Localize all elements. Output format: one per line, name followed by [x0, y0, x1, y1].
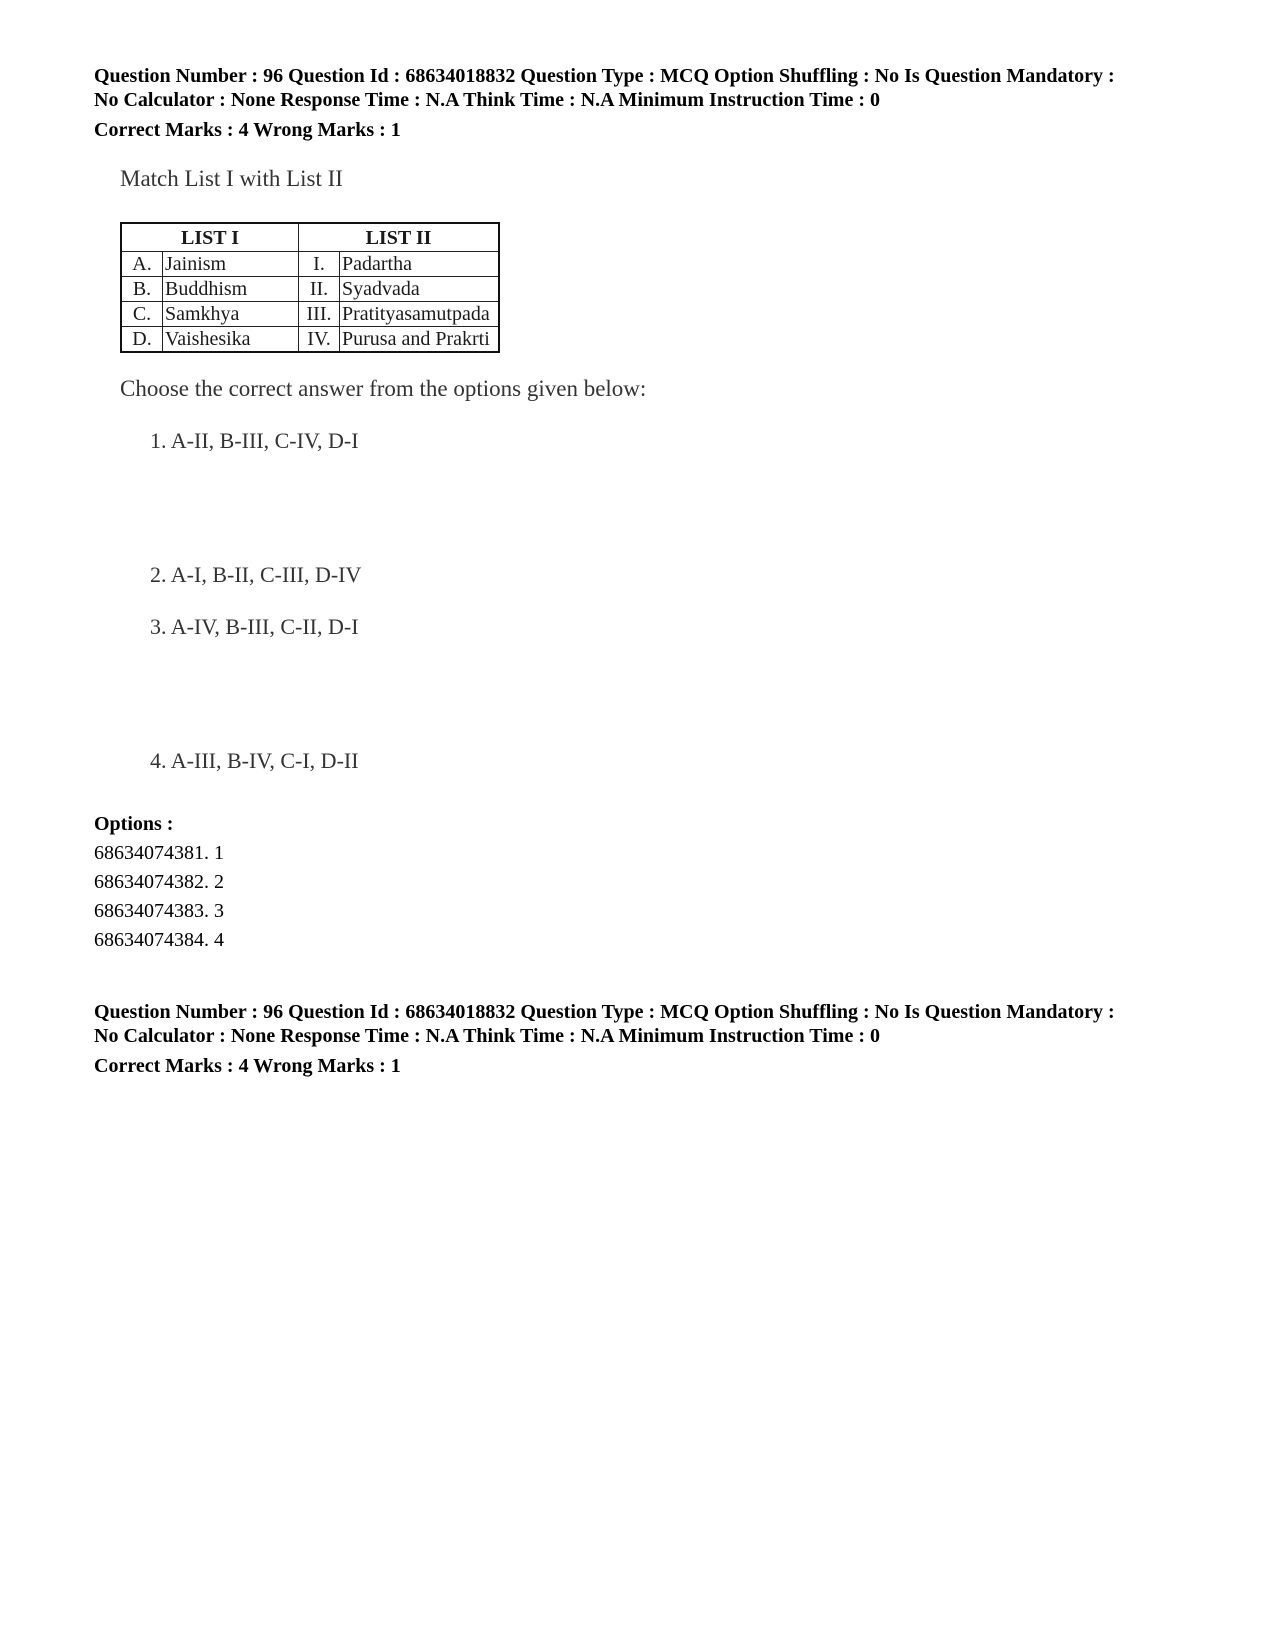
next-question-header: [94, 1000, 1214, 1078]
list-1-header: LIST I: [121, 223, 299, 252]
answer-prompt: Choose the correct answer from the options given below:: [120, 376, 647, 401]
answer-choice-4: 4. A-III, B-IV, C-I, D-II: [150, 748, 359, 773]
answer-choice-3: 3. A-IV, B-III, C-II, D-I: [150, 614, 359, 639]
list-1-key: B.: [121, 277, 163, 302]
next-header-line-2: No Calculator : None Response Time : N.A Think Time : N.A Minimum Instruction Time : 0: [94, 1025, 880, 1047]
question-instruction: Match List I with List II: [120, 166, 343, 191]
list-1-key: C.: [121, 302, 163, 327]
question-header: [94, 64, 1214, 142]
table-row: [121, 277, 499, 302]
next-header-line-1: Question Number : 96 Question Id : 68634018832 Question Type : MCQ Option Shuffling : No Is Question Mandatory :: [94, 1001, 1115, 1023]
match-table: [120, 222, 500, 353]
list-2-key: II.: [299, 277, 340, 302]
list-2-value: Syadvada: [340, 277, 500, 302]
match-table-header-row: [121, 223, 499, 252]
options-list: [94, 810, 224, 955]
list-2-key: I.: [299, 252, 340, 277]
options-title: Options :: [94, 813, 174, 835]
list-1-value: Jainism: [163, 252, 299, 277]
list-1-key: D.: [121, 327, 163, 353]
option-item: 68634074381. 1: [94, 842, 224, 864]
table-row: [121, 302, 499, 327]
header-line-1: Question Number : 96 Question Id : 68634018832 Question Type : MCQ Option Shuffling : No Is Question Mandatory :: [94, 65, 1115, 87]
list-2-header: LIST II: [299, 223, 500, 252]
list-1-key: A.: [121, 252, 163, 277]
list-2-value: Pratityasamutpada: [340, 302, 500, 327]
list-1-value: Samkhya: [163, 302, 299, 327]
table-row: [121, 252, 499, 277]
list-1-value: Vaishesika: [163, 327, 299, 353]
list-2-value: Padartha: [340, 252, 500, 277]
list-2-value: Purusa and Prakrti: [340, 327, 500, 353]
list-2-key: III.: [299, 302, 340, 327]
header-line-2: No Calculator : None Response Time : N.A Think Time : N.A Minimum Instruction Time : 0: [94, 89, 880, 111]
next-header-marks: Correct Marks : 4 Wrong Marks : 1: [94, 1055, 401, 1077]
list-2-key: IV.: [299, 327, 340, 353]
list-1-value: Buddhism: [163, 277, 299, 302]
option-item: 68634074382. 2: [94, 871, 224, 893]
option-item: 68634074384. 4: [94, 929, 224, 951]
option-item: 68634074383. 3: [94, 900, 224, 922]
answer-choice-1: 1. A-II, B-III, C-IV, D-I: [150, 428, 359, 453]
answer-choice-2: 2. A-I, B-II, C-III, D-IV: [150, 562, 362, 587]
table-row: [121, 327, 499, 353]
header-marks: Correct Marks : 4 Wrong Marks : 1: [94, 119, 401, 141]
